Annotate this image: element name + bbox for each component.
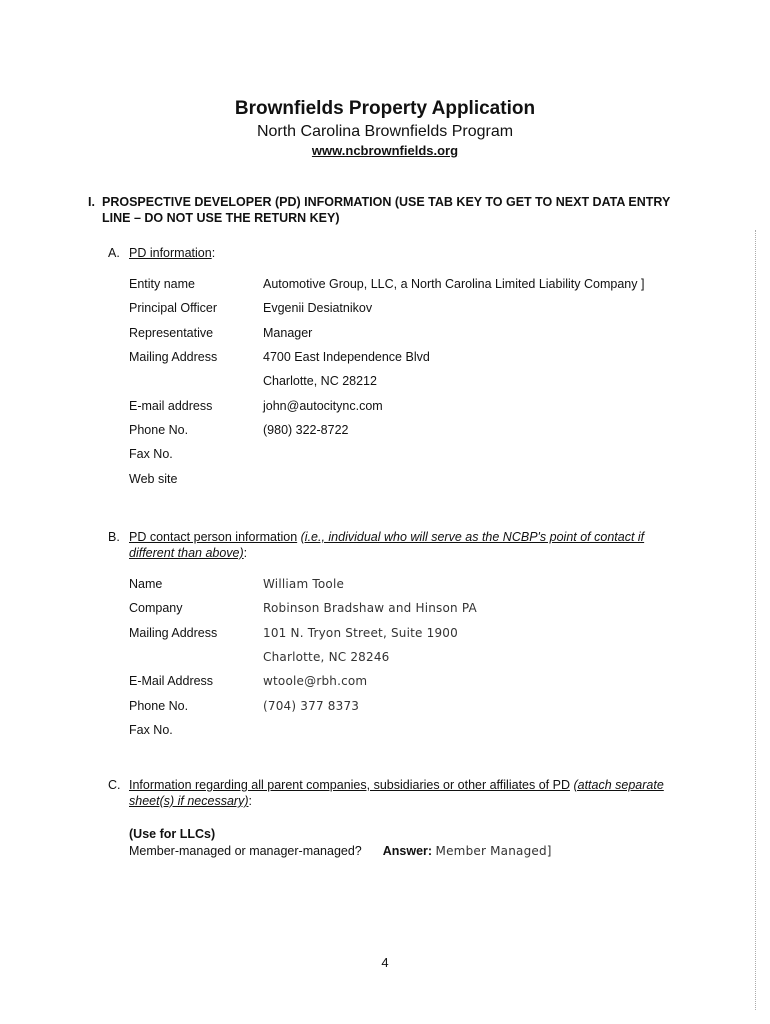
- scan-edge-artifact: [749, 230, 756, 1010]
- llc-question: Member-managed or manager-managed?: [129, 844, 362, 858]
- field-label: E-Mail Address: [129, 674, 214, 689]
- page-title: Brownfields Property Application: [234, 98, 536, 119]
- contact-address-line2-field[interactable]: Charlotte, NC 28246: [263, 650, 390, 665]
- field-label: Principal Officer: [129, 301, 217, 316]
- field-row-entity-name: [129, 272, 709, 296]
- document-header: [0, 96, 770, 160]
- section-b-letter: B.: [108, 530, 120, 544]
- section-b-label: PD contact person information: [129, 530, 298, 544]
- field-label: Representative: [129, 325, 214, 340]
- field-label: Phone No.: [129, 422, 189, 437]
- field-label: E-mail address: [129, 398, 213, 413]
- field-row-contact-fax: [129, 718, 709, 742]
- field-label: Web site: [129, 471, 178, 486]
- field-label: Fax No.: [129, 447, 173, 462]
- field-row-principal-officer: [129, 296, 709, 320]
- contact-company-field[interactable]: Robinson Bradshaw and Hinson PA: [263, 601, 477, 616]
- section-c-note: (attach separate sheet(s) if necessary): [129, 778, 664, 808]
- field-label: Fax No.: [129, 722, 173, 737]
- section-c-letter: C.: [108, 778, 121, 792]
- section-b-note: (i.e., individual who will serve as the NCBP's point of contact if different than above): [129, 530, 645, 560]
- field-label: Name: [129, 577, 163, 592]
- field-row-fax: [129, 442, 709, 466]
- field-label: Mailing Address: [129, 350, 218, 365]
- llc-question-row: [129, 843, 552, 860]
- llc-heading: (Use for LLCs): [129, 827, 216, 841]
- field-row-contact-company: [129, 596, 709, 620]
- section-a-heading: [108, 245, 668, 261]
- field-row-contact-address: [129, 621, 709, 645]
- principal-officer-field[interactable]: Evgenii Desiatnikov: [263, 301, 373, 316]
- page-number: 4: [381, 955, 389, 970]
- section-c-heading: [108, 777, 678, 809]
- field-row-representative: [129, 321, 709, 345]
- representative-field[interactable]: Manager: [263, 325, 313, 340]
- section-1-title: PROSPECTIVE DEVELOPER (PD) INFORMATION (USE TAB KEY TO GET TO NEXT DATA ENTRY LINE – DO NOT USE THE RETURN KEY): [102, 195, 671, 225]
- section-c-suffix: :: [248, 794, 252, 808]
- field-row-contact-phone: [129, 693, 709, 717]
- section-b-heading: [108, 529, 668, 561]
- answer-label: Answer:: [382, 844, 433, 858]
- phone-field[interactable]: (980) 322-8722: [263, 422, 349, 437]
- field-row-mailing-address-2: [129, 369, 709, 393]
- llc-management-block: [129, 826, 552, 860]
- section-1-heading: [88, 194, 678, 226]
- program-website-link[interactable]: www.ncbrownfields.org: [311, 143, 459, 158]
- mailing-address-line1-field[interactable]: 4700 East Independence Blvd: [263, 350, 430, 365]
- section-a-suffix: :: [211, 246, 216, 260]
- field-row-contact-address-2: [129, 645, 709, 669]
- field-label: Company: [129, 601, 183, 616]
- field-row-website: [129, 466, 709, 490]
- section-a-letter: A.: [108, 246, 120, 260]
- email-field[interactable]: john@autocitync.com: [263, 398, 383, 413]
- section-1-number: I.: [88, 195, 95, 209]
- field-row-contact-email: [129, 669, 709, 693]
- contact-person-fields: [129, 572, 709, 742]
- entity-name-field[interactable]: Automotive Group, LLC, a North Carolina Limited Liability Company ]: [263, 277, 645, 292]
- contact-phone-field[interactable]: (704) 377 8373: [263, 698, 360, 713]
- pd-information-fields: [129, 272, 709, 491]
- mailing-address-line2-field[interactable]: Charlotte, NC 28212: [263, 374, 377, 389]
- field-row-email: [129, 393, 709, 417]
- contact-address-line1-field[interactable]: 101 N. Tryon Street, Suite 1900: [263, 625, 458, 640]
- field-row-contact-name: [129, 572, 709, 596]
- section-c-label: Information regarding all parent companies, subsidiaries or other affiliates of PD: [129, 778, 570, 792]
- field-row-mailing-address: [129, 345, 709, 369]
- section-b-suffix: :: [243, 546, 248, 560]
- section-a-label: PD information: [129, 246, 212, 260]
- contact-email-field[interactable]: wtoole@rbh.com: [263, 674, 368, 689]
- llc-answer-field[interactable]: Member Managed]: [435, 844, 552, 858]
- field-label: Mailing Address: [129, 625, 218, 640]
- program-subtitle: North Carolina Brownfields Program: [256, 123, 514, 140]
- contact-name-field[interactable]: William Toole: [263, 577, 345, 592]
- field-label: Entity name: [129, 277, 196, 292]
- field-label: Phone No.: [129, 698, 189, 713]
- field-row-phone: [129, 418, 709, 442]
